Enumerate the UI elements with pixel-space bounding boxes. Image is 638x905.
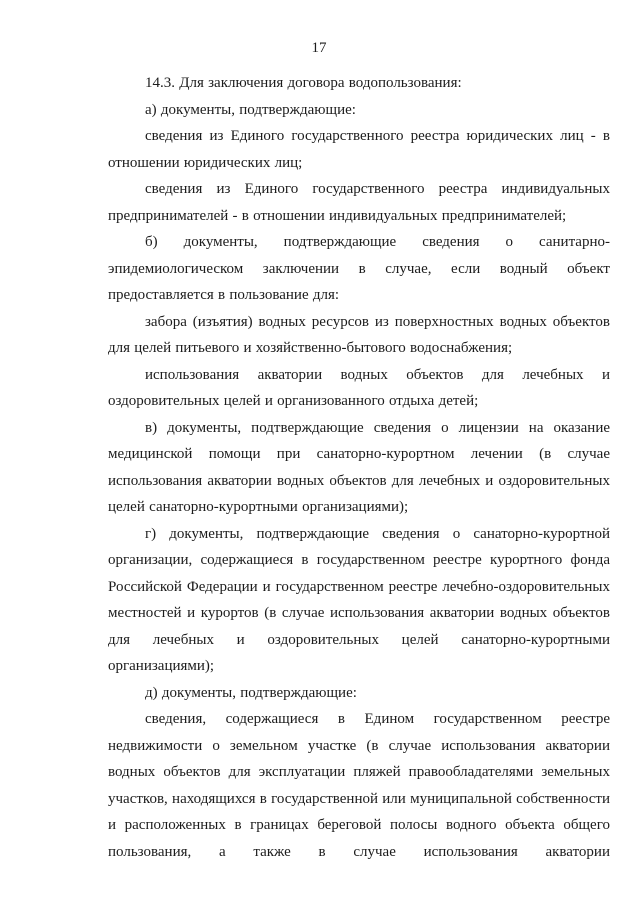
paragraph-item-a: а) документы, подтверждающие:: [145, 101, 356, 118]
paragraph-item-b: б) документы, подтверждающие сведения о санитарно-эпидемиологическом заключении в случае, если водный объект предоставляется в пользование для:: [108, 234, 610, 303]
paragraph-water-intake: забора (изъятия) водных ресурсов из поверхностных водных объектов для целей питьевого и хозяйственно-бытового водоснабжения;: [108, 313, 610, 356]
paragraph-water-area-use: использования акватории водных объектов для лечебных и оздоровительных целей и организованного отдыха детей;: [108, 366, 610, 409]
paragraph-item-d: д) документы, подтверждающие:: [145, 684, 357, 701]
paragraph-real-estate-registry: сведения, содержащиеся в Едином государственном реестре недвижимости о земельном участке (в случае использования акватории водных объектов для эксплуатации пляжей правообладателями земельных участков, находящихся в государственной или муниципальной собственности и расположенных в границах береговой полосы водного объекта общего пользования, а также в случае использования акватории: [108, 711, 610, 860]
paragraph-legal-entities: сведения из Единого государственного реестра юридических лиц - в отношении юридических лиц;: [108, 128, 610, 171]
document-body: [108, 70, 610, 865]
paragraph-item-g: г) документы, подтверждающие сведения о санаторно-курортной организации, содержащиеся в государственном реестре курортного фонда Российской Федерации и государственном реестре лечебно-оздоровительных местностей и курортов (в случае использования акватории водных объектов для лечебных и оздоровительных целей санаторно-курортными организациями);: [108, 525, 610, 674]
paragraph-item-v: в) документы, подтверждающие сведения о лицензии на оказание медицинской помощи при санаторно-курортном лечении (в случае использования акватории водных объектов для лечебных и оздоровительных целей санаторно-курортными организациями);: [108, 419, 610, 515]
paragraph-entrepreneurs: сведения из Единого государственного реестра индивидуальных предпринимателей - в отношении индивидуальных предпринимателей;: [108, 181, 610, 224]
paragraph-14-3-heading: 14.3. Для заключения договора водопользования:: [145, 75, 462, 91]
page-number: 17: [311, 40, 327, 56]
